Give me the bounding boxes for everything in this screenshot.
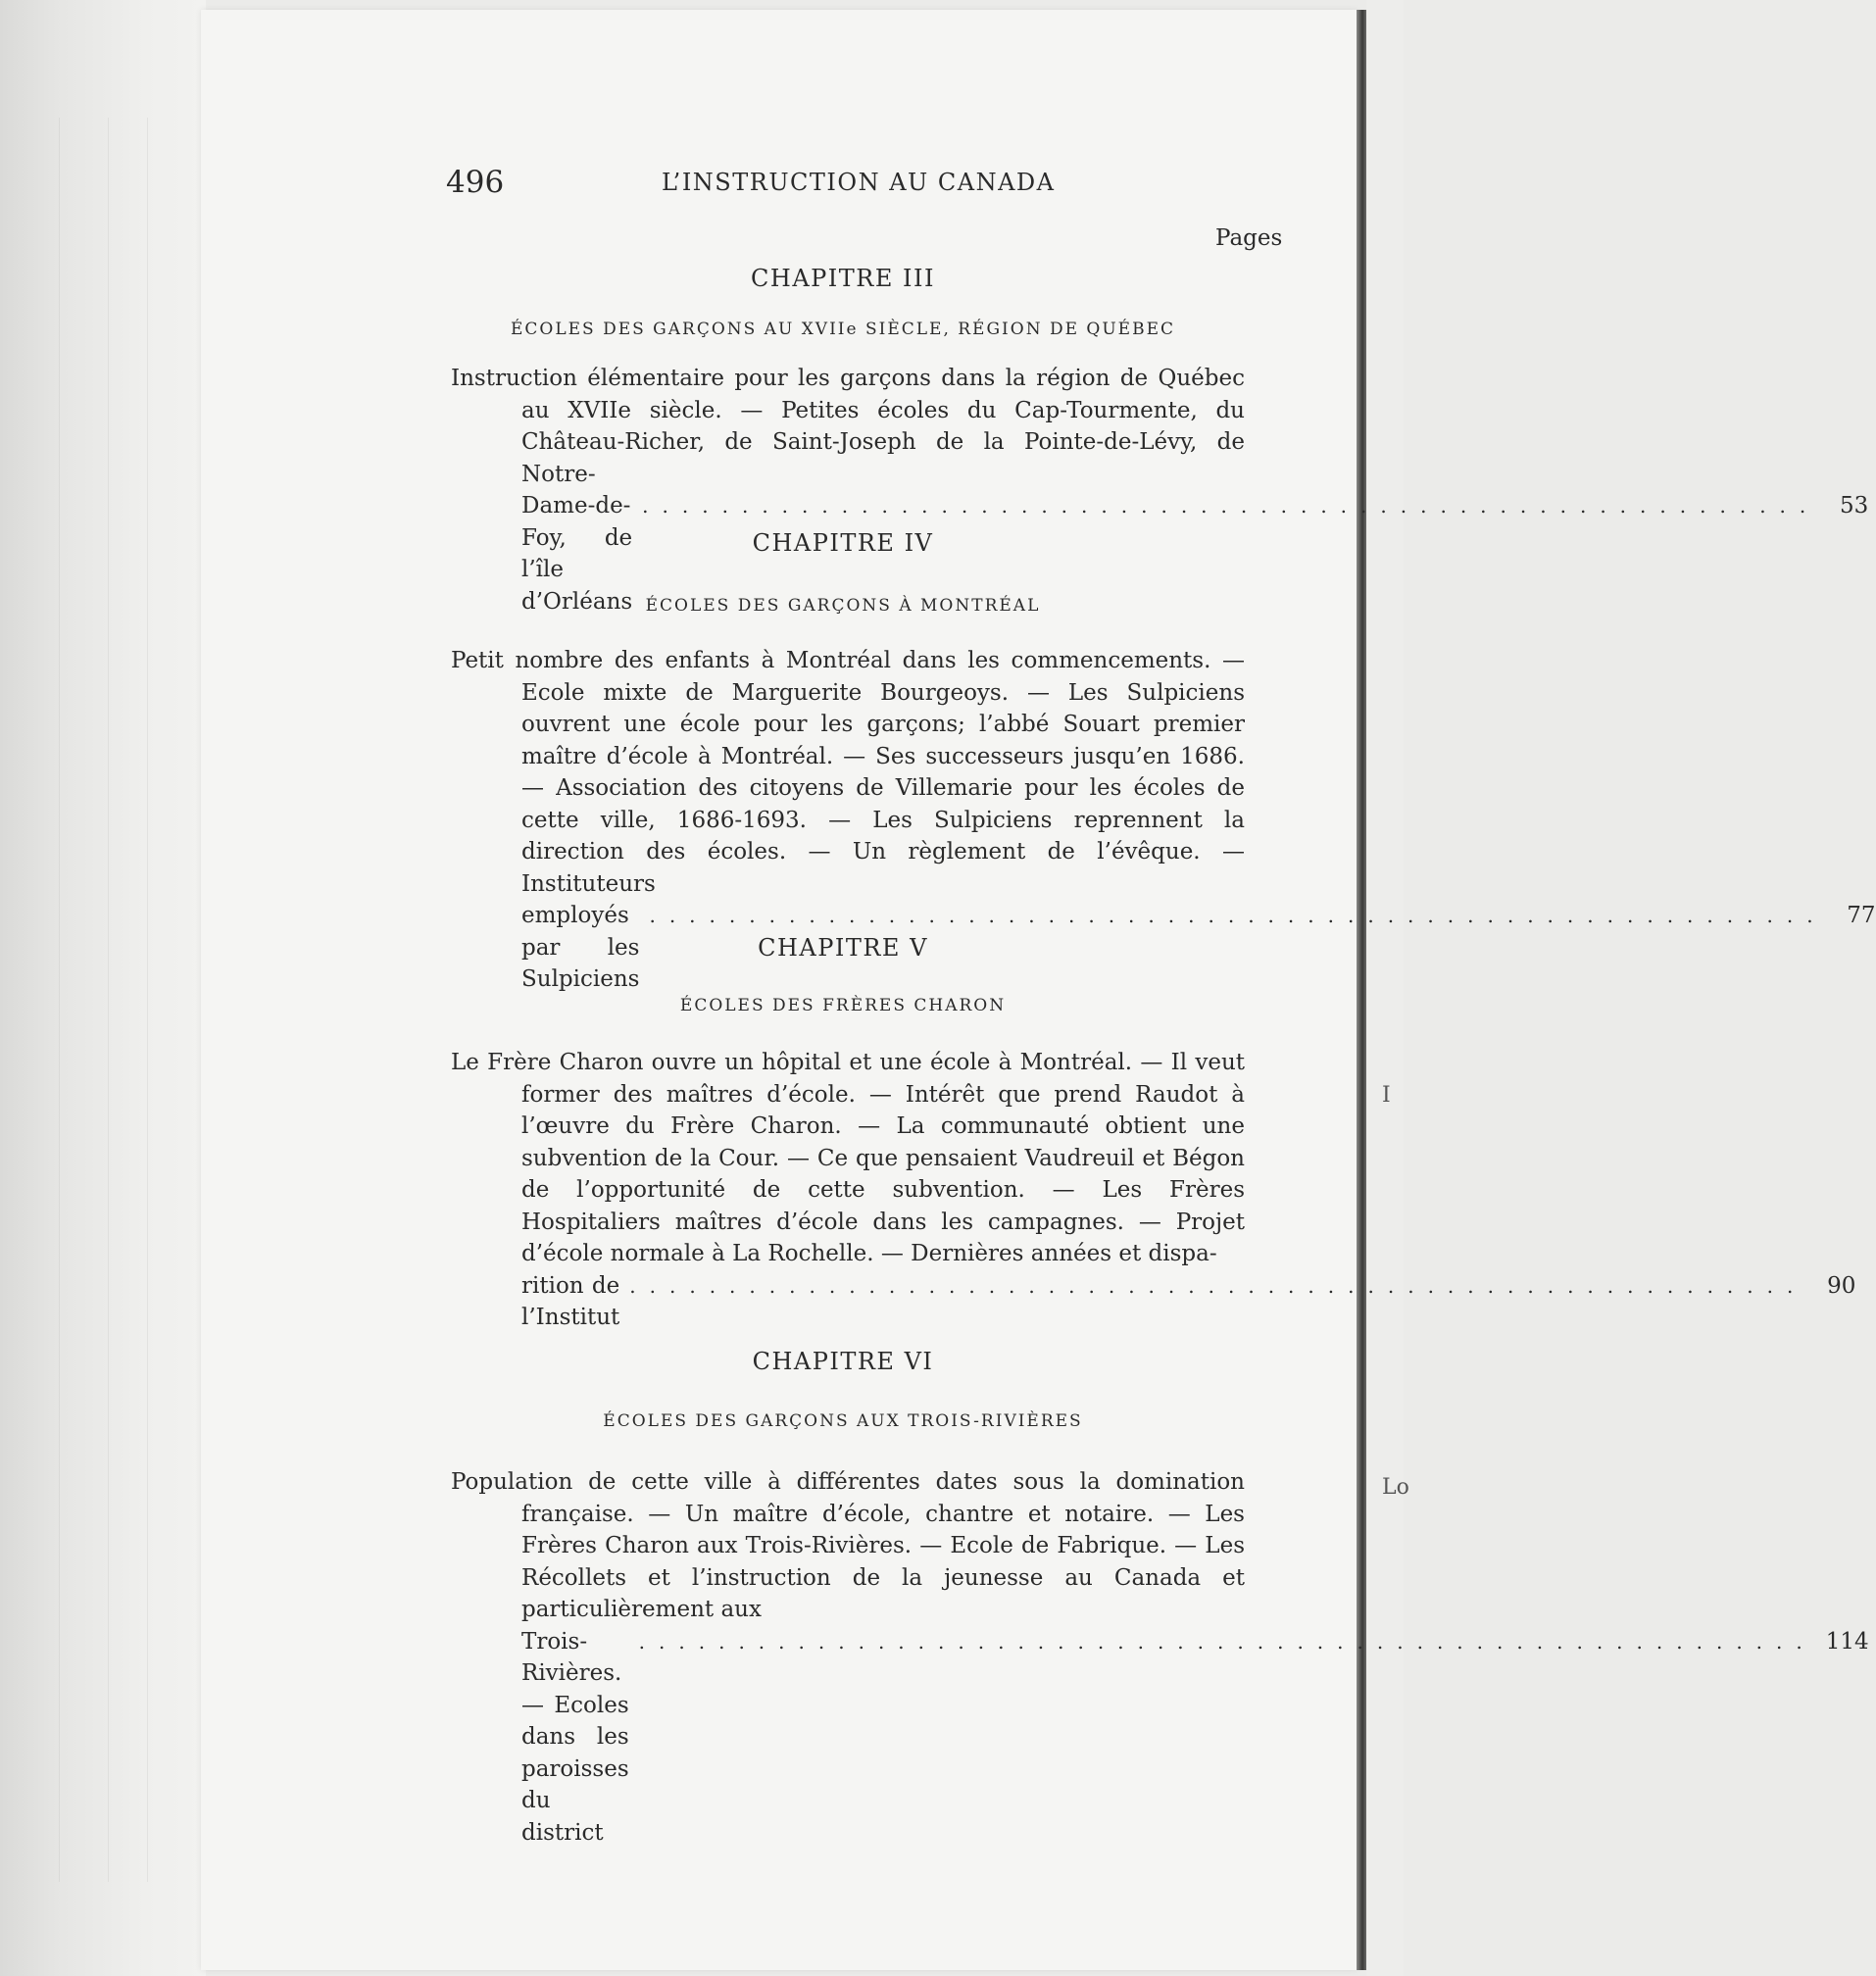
page-number: 496 bbox=[446, 165, 505, 200]
chapter-title: CHAPITRE IV bbox=[752, 529, 934, 557]
entry-text-end: rition de l’Institut bbox=[521, 1272, 620, 1330]
entry-text-end: Dame-de-Foy, de l’île d’Orléans bbox=[521, 493, 633, 615]
entry-page-number: 77 bbox=[1847, 903, 1876, 928]
stack-line bbox=[108, 118, 109, 1882]
entry-text: Le Frère Charon ouvre un hôpital et une école à Montréal. — Il veut former des maîtres d’école. — Intérêt que prend Raudot à l’œuvre du Frère Charon. — La communauté obtient une subvention de la Cour. — Ce que pensaient Vaudreuil et Bégon de l’opportunité de cette subvention. — Les Frères Hospitaliers maîtres d’école dans les campagnes. — Projet d’école normale à La Rochelle. — Dernières années et dispa- bbox=[451, 1050, 1245, 1266]
entry-text: Instruction élémentaire pour les garçons dans la région de Québec au XVIIe siècle. — Petites écoles du Cap-Tourmente, du Château-Richer, de Saint-Joseph de la Pointe-de-Lévy, de Notre- bbox=[451, 366, 1245, 487]
entry-last-line bbox=[521, 1626, 1869, 1850]
running-head bbox=[446, 165, 1240, 204]
dot-leader: ........................................................... bbox=[629, 1273, 1807, 1298]
pages-column-label: Pages bbox=[1215, 225, 1283, 251]
entry-last-line bbox=[521, 1270, 1856, 1334]
entry-text-end: employés par les Sulpiciens bbox=[521, 903, 640, 992]
stack-line bbox=[59, 118, 60, 1882]
toc-entry bbox=[451, 363, 1869, 618]
chapter-subtitle: ÉCOLES DES GARÇONS À MONTRÉAL bbox=[645, 596, 1041, 616]
facing-page-text: Lo bbox=[1382, 1475, 1409, 1500]
toc-entry bbox=[451, 1047, 1856, 1334]
book-binding bbox=[1357, 10, 1366, 1970]
facing-page-text: I bbox=[1382, 1083, 1391, 1108]
chapter-title: CHAPITRE V bbox=[758, 934, 928, 962]
page-stack-edge bbox=[0, 0, 206, 1976]
chapter-subtitle: ÉCOLES DES GARÇONS AU XVIIe SIÈCLE, RÉGION DE QUÉBEC bbox=[510, 320, 1176, 339]
entry-text: Petit nombre des enfants à Montréal dans les commencements. — Ecole mixte de Marguerite Bourgeoys. — Les Sulpiciens ouvrent une école pour les garçons; l’abbé Souart premier maître d’école à Montréal. — Ses successeurs jusqu’en 1686. — Association des citoyens de Villemarie pour les écoles de cette ville, 1686-1693. — Les Sulpiciens reprennent la direction des écoles. — Un règlement de l’évêque. — Instituteurs bbox=[451, 648, 1245, 897]
entry-page-number: 90 bbox=[1827, 1272, 1856, 1299]
entry-page-number: 114 bbox=[1825, 1628, 1869, 1655]
dot-leader: ........................................................... bbox=[649, 904, 1827, 927]
dot-leader: ........................................................... bbox=[642, 494, 1820, 518]
chapter-subtitle: ÉCOLES DES GARÇONS AUX TROIS-RIVIÈRES bbox=[603, 1411, 1083, 1431]
chapter-title: CHAPITRE III bbox=[751, 265, 935, 292]
entry-page-number: 53 bbox=[1839, 493, 1869, 519]
entry-text: Population de cette ville à différentes dates sous la domination française. — Un maître d’école, chantre et notaire. — Les Frères Charon aux Trois-Rivières. — Ecole de Fabrique. — Les Récollets et l’instruction de la jeunesse au Canada et particulièrement aux bbox=[451, 1469, 1245, 1622]
entry-text-end: Trois-Rivières. — Ecoles dans les paroisses du district bbox=[521, 1628, 629, 1846]
stack-line bbox=[147, 118, 148, 1882]
chapter-subtitle: ÉCOLES DES FRÈRES CHARON bbox=[679, 996, 1007, 1015]
running-title: L’INSTRUCTION AU CANADA bbox=[662, 169, 1056, 196]
dot-leader: ........................................................... bbox=[638, 1629, 1816, 1654]
chapter-title: CHAPITRE VI bbox=[752, 1348, 934, 1375]
facing-page-edge bbox=[1366, 0, 1404, 1976]
